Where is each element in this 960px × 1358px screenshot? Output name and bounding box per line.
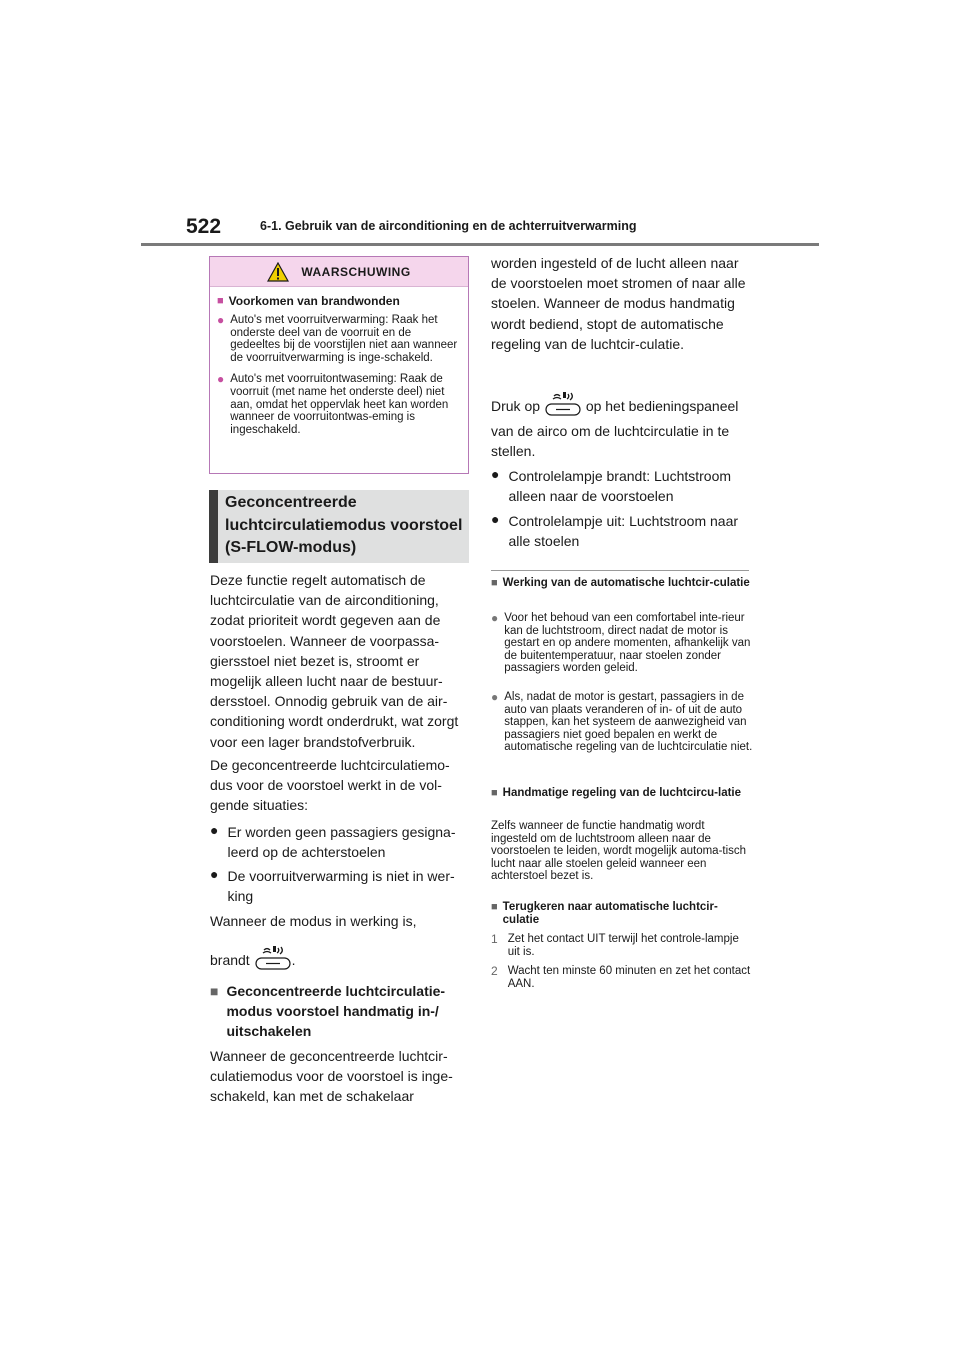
left-para-1: Deze functie regelt automatisch de luchtcirculatie van de airconditioning, zodat prioriteit wordt gegeven aan de voorstoelen. Wanneer de voorpassa-giersstoel niet bezet is, stroomt er mogelijk alleen lucht naar de bestuur-dersstoel. Onnodig gebruik van de air-conditioning wordt onderdrukt, wat zorgt voor een lager brandstofverbruik. [210,572,459,750]
left-para-2: De geconcentreerde luchtcirculatiemo-dus voor de voorstoel werkt in de vol-gende situaties: [210,757,450,814]
left-para-5: Wanneer de geconcentreerde luchtcir-culatiemodus voor de voorstoel is inge-schakeld, kan met de schakelaar [210,1048,453,1105]
square-bullet-icon: ■ [210,983,219,999]
page-number: 522 [186,215,222,238]
step-item: 1 Zet het contact UIT terwijl het controle-lampje uit is. [491,932,739,958]
list-item: ● De voorruitverwarming is niet in wer-king [210,866,468,906]
bullet-icon: ● [210,866,219,882]
s-flow-button-icon [254,945,292,971]
note-heading: ■ Terugkeren naar automatische luchtcir-culatie [491,901,718,926]
square-bullet-icon: ■ [217,295,224,307]
list-item: ● Controlelampje brandt: Luchtstroom alleen naar de voorstoelen [491,466,749,506]
dot-bullet-icon: ● [491,690,499,704]
warning-item: ● Auto's met voorruitverwarming: Raak het onderste deel van de voorruit en de gedeeltes bij de voorstijlen niet aan wanneer de voorruitverwarming is inge-schakeld. [217,313,458,364]
warning-title: WAARSCHUWING [301,264,411,279]
left-subhead: ■ Geconcentreerde luchtcirculatie-modus voorstoel handmatig in-/ uitschakelen [210,981,468,1042]
list-item: ● Er worden geen passagiers gesigna-leerd op de achterstoelen [210,822,468,862]
bullet-icon: ● [491,511,500,527]
right-para-2: Druk op op het bedieningspaneel [491,391,753,417]
step-item: 2 Wacht ten minste 60 minuten en zet het contact AAN. [491,964,751,990]
square-bullet-icon: ■ [491,787,498,799]
dot-bullet-icon: ● [217,313,225,327]
note-heading: ■ Handmatige regeling van de luchtcircu-latie [491,787,742,799]
right-para-2-cont: van de airco om de luchtcirculatie in te stellen. [491,423,730,460]
section-title: Geconcentreerde luchtcirculatiemodus voorstoel (S-FLOW-modus) [209,490,469,563]
list-item: ● Controlelampje uit: Luchtstroom naar alle stoelen [491,511,749,551]
square-bullet-icon: ■ [491,577,498,589]
bullet-icon: ● [491,466,500,482]
note-text: Zelfs wanneer de functie handmatig wordt ingesteld om de luchtstroom alleen naar de voorstoelen te leiden, wordt mogelijk automa-tisch lucht naar alle stoelen geleid wanneer een achterstoel bezet is. [491,820,747,883]
warning-header [210,257,468,287]
right-para-1: worden ingesteld of de lucht alleen naar de voorstoelen moet stromen of naar alle stoelen. Wanneer de modus handmatig wordt bediend, stopt de automatische regeling van de luchtcir-culatie. [491,255,746,352]
left-para-3: Wanneer de modus in werking is, [210,913,417,929]
bullet-icon: ● [210,822,219,838]
note-item: ● Voor het behoud van een comfortabel inte-rieur kan de luchtstroom, direct nadat de motor is gestart en op andere momenten, afhankelijk van de buitentemperatuur, naar stoelen zonder passagiers worden geleid. [491,611,751,675]
warning-item: ● Auto's met voorruitontwaseming: Raak de voorruit (met name het onderste deel) niet aan, omdat het oppervlak heet kan worden wanneer de voorruitontwas-eming is ingeschakeld. [217,372,449,436]
chapter-title: 6-1. Gebruik van de airconditioning en de achterruitverwarming [260,219,637,233]
dot-bullet-icon: ● [217,372,225,387]
notes-divider [491,570,749,571]
dot-bullet-icon: ● [491,611,499,625]
warning-heading: ■ Voorkomen van brandwonden [217,294,400,308]
note-heading: ■ Werking van de automatische luchtcir-culatie [491,577,750,589]
header-divider [141,243,819,246]
warning-triangle-icon [267,262,289,282]
note-item: ● Als, nadat de motor is gestart, passagiers in de auto van plaats veranderen of in- of uit de auto stappen, kan het systeem de aanwezigheid van passagiers niet goed bepalen en werkt de automatische regeling van de luchtcirculatie niet. [491,690,753,754]
warning-box [209,256,469,474]
square-bullet-icon: ■ [491,901,498,913]
left-para-4: brandt . [210,945,468,971]
s-flow-button-icon [544,391,582,417]
